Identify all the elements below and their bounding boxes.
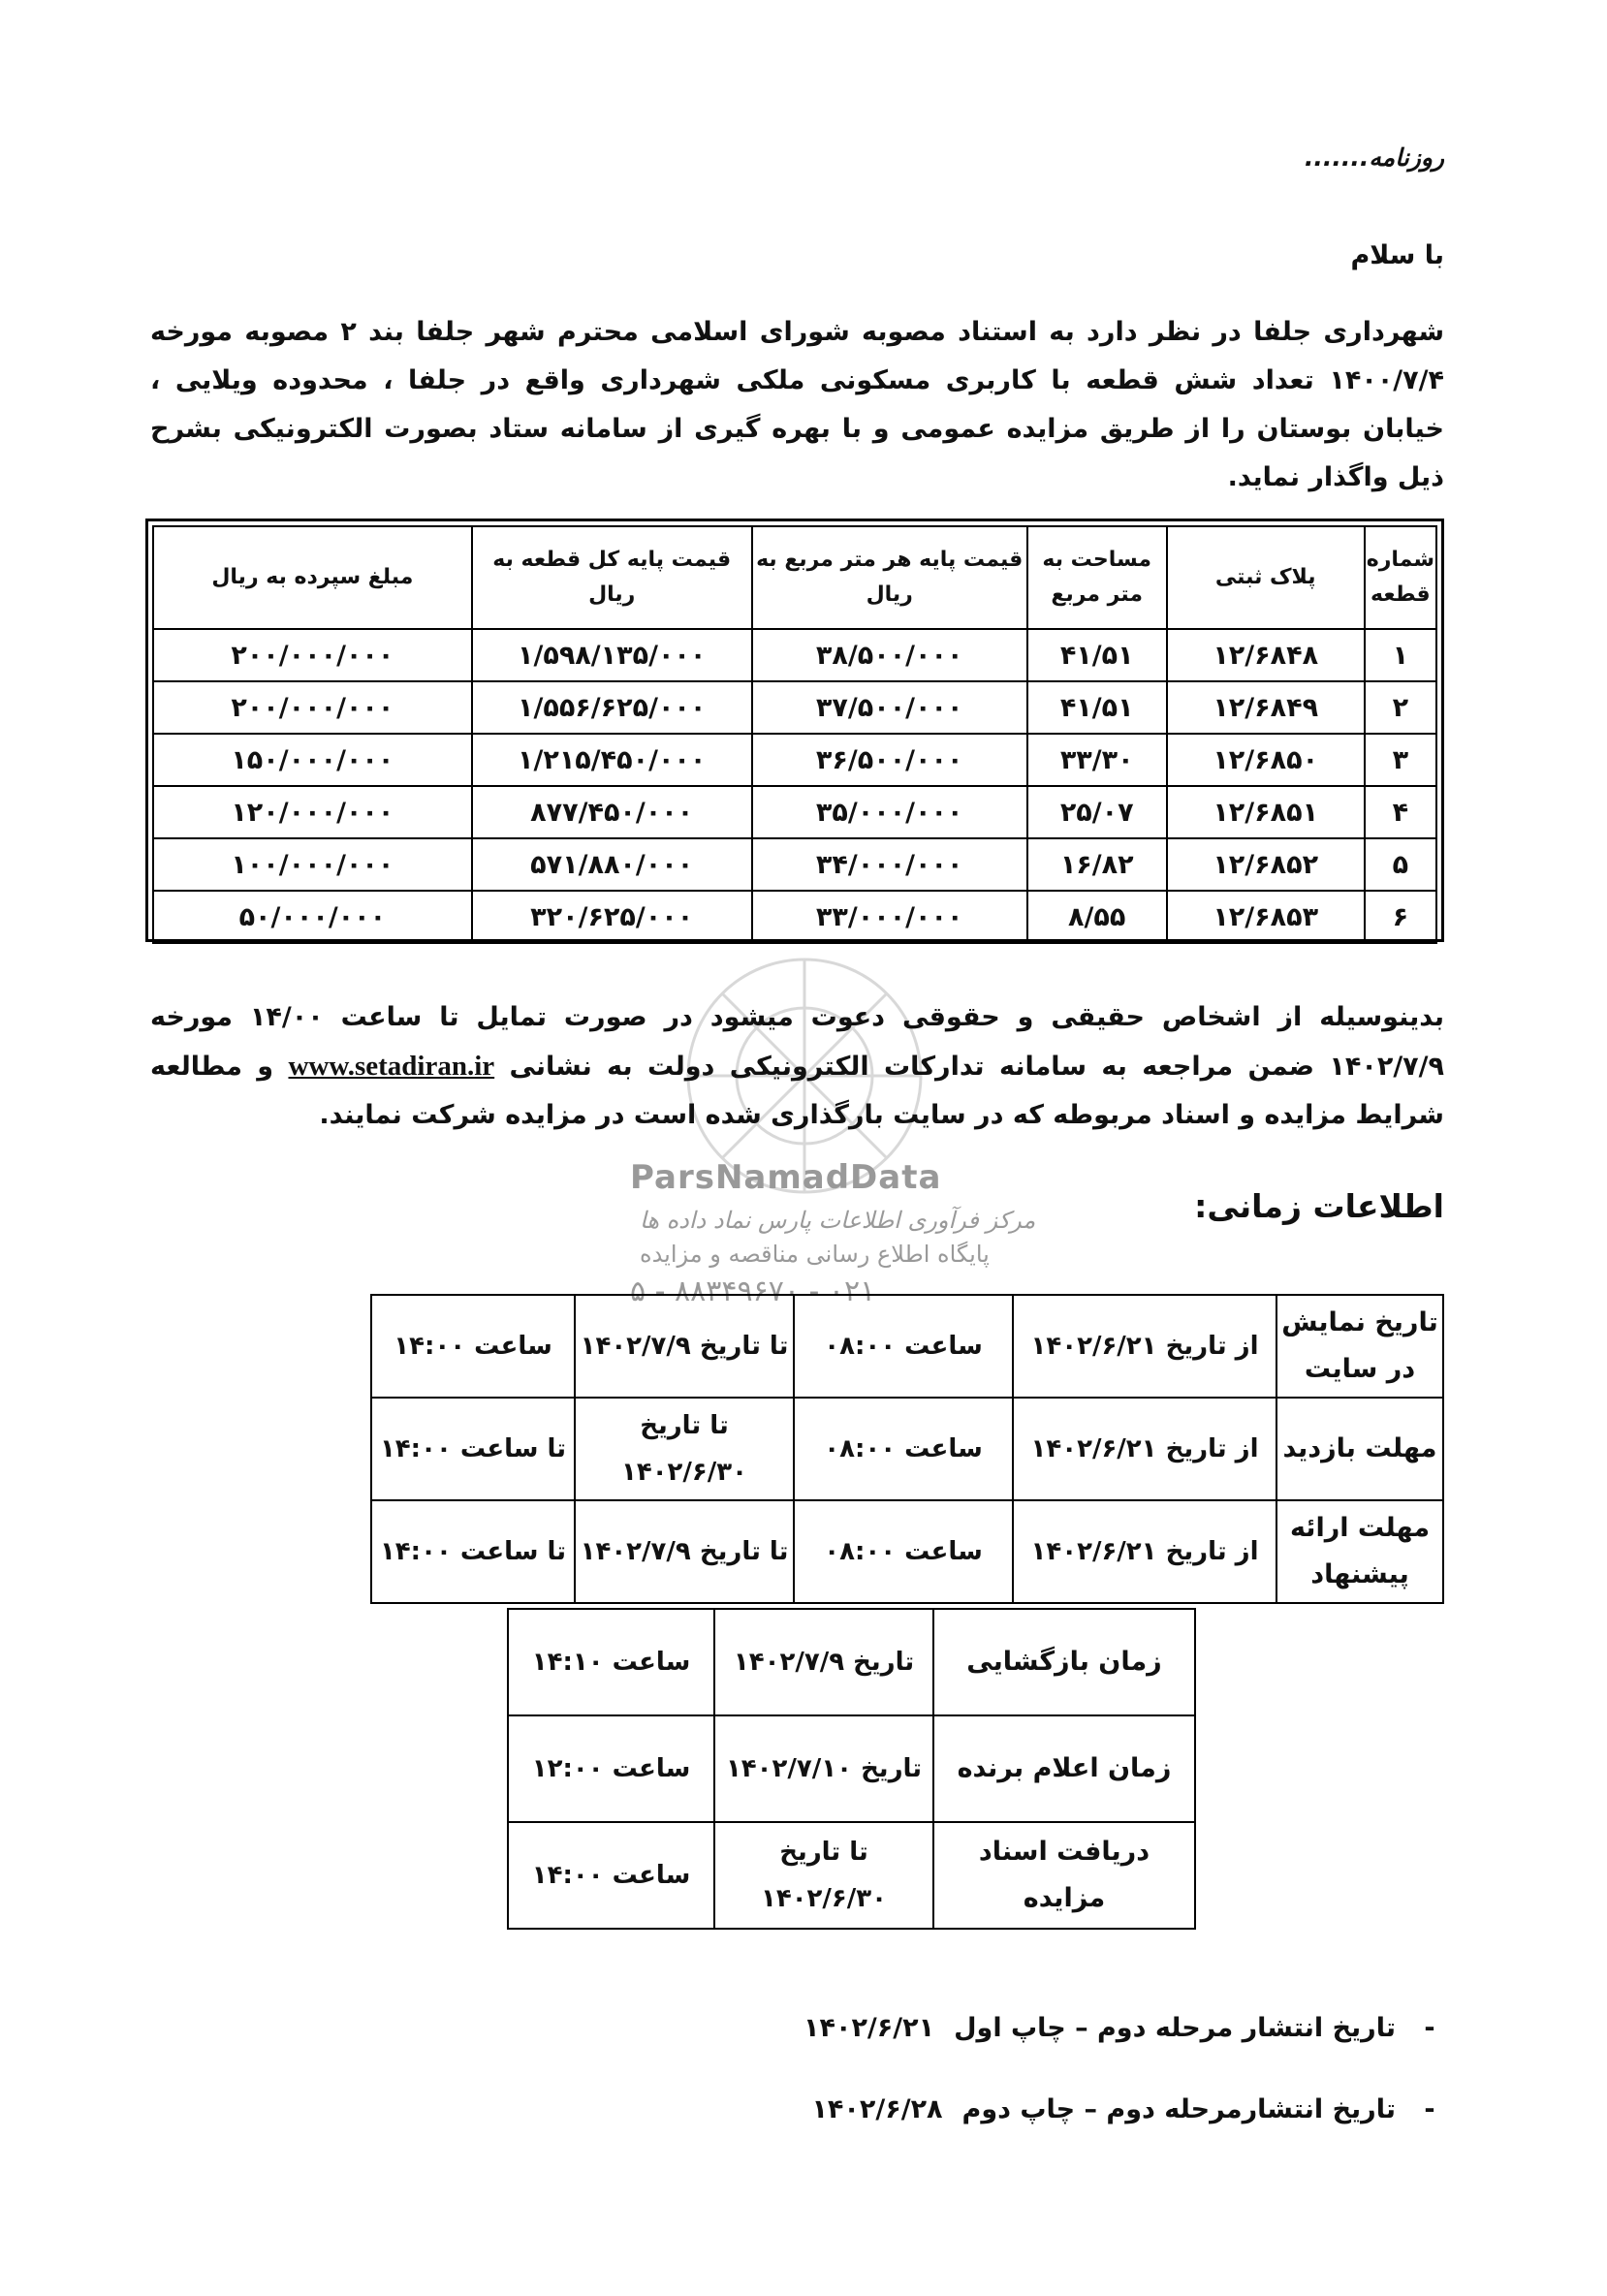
parcel-number: ۳	[1365, 734, 1436, 786]
schedule-from-time: ساعت ۰۸:۰۰	[794, 1295, 1013, 1398]
table-row	[153, 734, 1436, 786]
area: ۴۱/۵۱	[1027, 629, 1167, 681]
parcel-number: ۶	[1365, 891, 1436, 943]
intro-paragraph: شهرداری جلفا در نظر دارد به استناد مصوبه شورای اسلامی محترم شهر جلفا بند ۲ مصوبه مورخه ۱۴۰۰/۷/۴ تعداد شش قطعه با کاربری مسکونی ملکی شهرداری واقع در جلفا ، محدوده ویلایی ، خیابان بوستان را از طریق مزایده عمومی و با بهره گیری از سامانه ستاد بصورت الکترونیکی بشرح ذیل واگذار نماید.	[150, 317, 1444, 492]
base-price-total: ۵۷۱/۸۸۰/۰۰۰	[472, 838, 752, 891]
registration-plate: ۱۲/۶۸۵۳	[1167, 891, 1365, 943]
list-dash: -	[1424, 2012, 1435, 2043]
registration-plate: ۱۲/۶۸۵۲	[1167, 838, 1365, 891]
base-price-total: ۱/۵۹۸/۱۳۵/۰۰۰	[472, 629, 752, 681]
area: ۲۵/۰۷	[1027, 786, 1167, 838]
header-base-price-sqm: قیمت پایه هر متر مربع به ریال	[752, 526, 1027, 629]
event-label: دریافت اسناد مزایده	[933, 1822, 1195, 1929]
schedule-from-date: از تاریخ ۱۴۰۲/۶/۲۱	[1013, 1500, 1276, 1603]
publication-label: تاریخ انتشار مرحله دوم – چاپ اول	[954, 2012, 1396, 2043]
base-price-sqm: ۳۳/۰۰۰/۰۰۰	[752, 891, 1027, 943]
deposit: ۱۲۰/۰۰۰/۰۰۰	[153, 786, 472, 838]
event-time: ساعت ۱۲:۰۰	[508, 1715, 714, 1822]
header-area: مساحت به متر مربع	[1027, 526, 1167, 629]
parcel-number: ۱	[1365, 629, 1436, 681]
schedule-from-time: ساعت ۰۸:۰۰	[794, 1398, 1013, 1500]
deposit: ۱۵۰/۰۰۰/۰۰۰	[153, 734, 472, 786]
event-date: تاریخ ۱۴۰۲/۷/۱۰	[714, 1715, 933, 1822]
schedule-label: مهلت بازدید	[1276, 1398, 1443, 1500]
watermark-line2: پایگاه اطلاع رسانی مناقصه و مزایده	[640, 1241, 990, 1268]
parcels-table-frame	[145, 519, 1444, 942]
table-row	[508, 1822, 1195, 1929]
list-dash: -	[1424, 2093, 1435, 2124]
schedule-to-time: تا ساعت ۱۴:۰۰	[371, 1500, 575, 1603]
base-price-total: ۸۷۷/۴۵۰/۰۰۰	[472, 786, 752, 838]
schedule-label: تاریخ نمایش در سایت	[1276, 1295, 1443, 1398]
schedule-to-time: ساعت ۱۴:۰۰	[371, 1295, 575, 1398]
schedule-to-date: تا تاریخ ۱۴۰۲/۶/۳۰	[575, 1398, 794, 1500]
parcels-header-row	[153, 526, 1436, 629]
newspaper-tag: روزنامه.......	[1304, 143, 1444, 172]
list-item	[669, 2068, 1444, 2150]
registration-plate: ۱۲/۶۸۵۱	[1167, 786, 1365, 838]
schedule-to-time: تا ساعت ۱۴:۰۰	[371, 1398, 575, 1500]
setadiran-link[interactable]: www.setadiran.ir	[288, 1051, 495, 1082]
parcel-number: ۵	[1365, 838, 1436, 891]
list-item	[669, 1987, 1444, 2068]
table-row	[508, 1609, 1195, 1715]
invitation-text-start: بدینوسیله از اشخاص حقیقی و حقوقی دعوت میشود در صورت تمایل تا ساعت ۱۴/۰۰ مورخه ۱۴۰۲/۷/۹ ضمن مراجعه به سامانه تدارکات الکترونیکی دولت به نشانی	[150, 1002, 1445, 1082]
watermark-line1: مرکز فرآوری اطلاعات پارس نماد داده ها	[640, 1207, 1036, 1234]
deposit: ۵۰/۰۰۰/۰۰۰	[153, 891, 472, 943]
publication-date: ۱۴۰۲/۶/۲۱	[804, 2012, 935, 2043]
registration-plate: ۱۲/۶۸۴۸	[1167, 629, 1365, 681]
schedule-label: مهلت ارائه پیشنهاد	[1276, 1500, 1443, 1603]
schedule-to-date: تا تاریخ ۱۴۰۲/۷/۹	[575, 1500, 794, 1603]
base-price-total: ۱/۵۵۶/۶۲۵/۰۰۰	[472, 681, 752, 734]
table-row	[371, 1295, 1443, 1398]
invitation-text-end: و مطالعه شرایط مزایده و اسناد مربوطه که در سایت بارگذاری شده است در مزایده شرکت نمایند.	[150, 1052, 1444, 1130]
parcels-table	[152, 525, 1437, 944]
publication-dates	[669, 1987, 1444, 2150]
watermark-phone: ۰۲۱ - ۸۸۳۴۹۶۷۰ - ۵	[630, 1274, 876, 1308]
schedule-to-date: تا تاریخ ۱۴۰۲/۷/۹	[575, 1295, 794, 1398]
event-label: زمان بازگشایی	[933, 1609, 1195, 1715]
parcel-number: ۲	[1365, 681, 1436, 734]
event-time: ساعت ۱۴:۱۰	[508, 1609, 714, 1715]
base-price-sqm: ۳۸/۵۰۰/۰۰۰	[752, 629, 1027, 681]
invitation-paragraph	[150, 993, 1444, 1140]
publication-label: تاریخ انتشارمرحله دوم – چاپ دوم	[961, 2093, 1396, 2124]
area: ۸/۵۵	[1027, 891, 1167, 943]
header-registration-plate: پلاک ثبتی	[1167, 526, 1365, 629]
deposit: ۲۰۰/۰۰۰/۰۰۰	[153, 681, 472, 734]
deposit: ۲۰۰/۰۰۰/۰۰۰	[153, 629, 472, 681]
area: ۳۳/۳۰	[1027, 734, 1167, 786]
table-row	[153, 681, 1436, 734]
table-row	[371, 1500, 1443, 1603]
schedule-from-date: از تاریخ ۱۴۰۲/۶/۲۱	[1013, 1295, 1276, 1398]
base-price-sqm: ۳۷/۵۰۰/۰۰۰	[752, 681, 1027, 734]
table-row	[153, 786, 1436, 838]
schedule-from-date: از تاریخ ۱۴۰۲/۶/۲۱	[1013, 1398, 1276, 1500]
publication-date: ۱۴۰۲/۶/۲۸	[811, 2093, 943, 2124]
header-base-price-total: قیمت پایه کل قطعه به ریال	[472, 526, 752, 629]
header-parcel-number: شماره قطعه	[1365, 526, 1436, 629]
base-price-sqm: ۳۴/۰۰۰/۰۰۰	[752, 838, 1027, 891]
registration-plate: ۱۲/۶۸۴۹	[1167, 681, 1365, 734]
event-date: تا تاریخ ۱۴۰۲/۶/۳۰	[714, 1822, 933, 1929]
event-date: تاریخ ۱۴۰۲/۷/۹	[714, 1609, 933, 1715]
event-label: زمان اعلام برنده	[933, 1715, 1195, 1822]
base-price-sqm: ۳۵/۰۰۰/۰۰۰	[752, 786, 1027, 838]
registration-plate: ۱۲/۶۸۵۰	[1167, 734, 1365, 786]
deposit: ۱۰۰/۰۰۰/۰۰۰	[153, 838, 472, 891]
time-info-title: اطلاعات زمانی:	[1194, 1187, 1444, 1225]
base-price-total: ۱/۲۱۵/۴۵۰/۰۰۰	[472, 734, 752, 786]
event-time: ساعت ۱۴:۰۰	[508, 1822, 714, 1929]
parcel-number: ۴	[1365, 786, 1436, 838]
greeting: با سلام	[1350, 240, 1444, 270]
area: ۱۶/۸۲	[1027, 838, 1167, 891]
schedule-table	[370, 1294, 1444, 1604]
table-row	[371, 1398, 1443, 1500]
events-table	[507, 1608, 1196, 1930]
table-row	[508, 1715, 1195, 1822]
area: ۴۱/۵۱	[1027, 681, 1167, 734]
table-row	[153, 838, 1436, 891]
base-price-total: ۳۲۰/۶۲۵/۰۰۰	[472, 891, 752, 943]
watermark-brand: ParsNamadData	[630, 1158, 942, 1197]
schedule-from-time: ساعت ۰۸:۰۰	[794, 1500, 1013, 1603]
header-deposit: مبلغ سپرده به ریال	[153, 526, 472, 629]
base-price-sqm: ۳۶/۵۰۰/۰۰۰	[752, 734, 1027, 786]
table-row	[153, 891, 1436, 943]
table-row	[153, 629, 1436, 681]
